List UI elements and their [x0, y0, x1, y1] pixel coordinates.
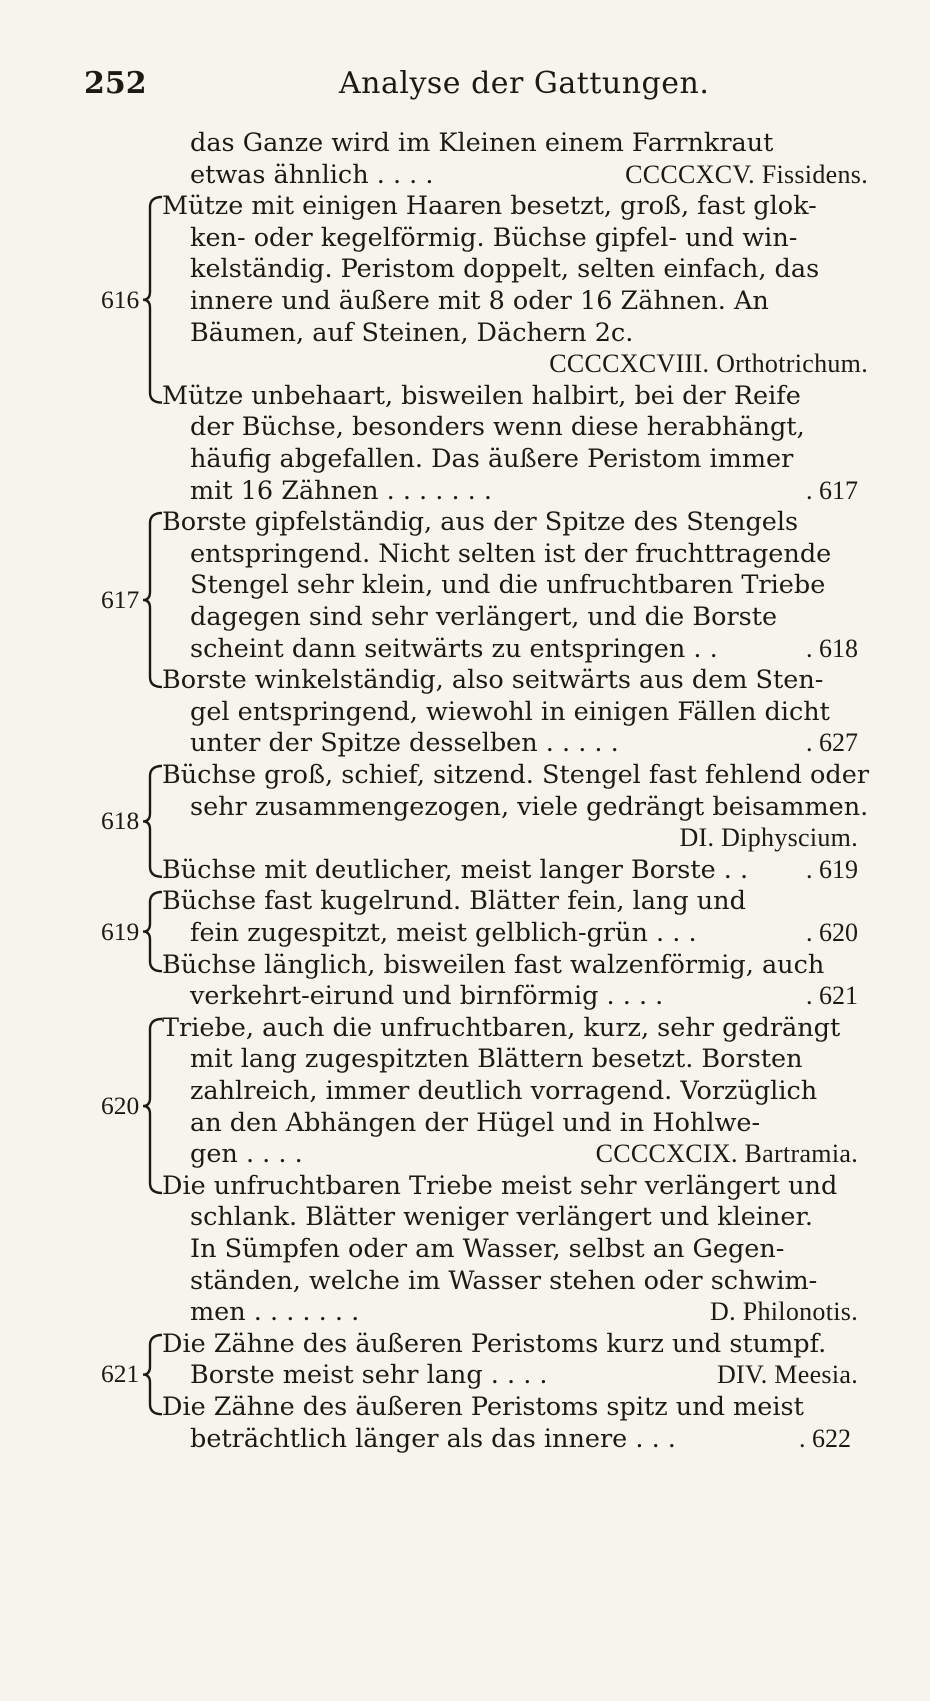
- line-text: kelständig. Peristom doppelt, selten einfach, das: [190, 254, 820, 285]
- genus-name: CCCCXCIX. Bartramia.: [595, 1139, 858, 1169]
- genus-name: CCCCXCVIII. Orthotrichum.: [549, 349, 868, 379]
- couplet-number: 620: [101, 1090, 140, 1120]
- line-text: beträchtlich länger als das innere . . .: [190, 1423, 676, 1454]
- line-text: sehr zusammengezogen, viele gedrängt beisammen.: [190, 791, 869, 822]
- couplet-brace: [142, 195, 166, 405]
- text-line: [0, 853, 870, 887]
- couplet-brace: [142, 1017, 166, 1195]
- line-text: Büchse groß, schief, sitzend. Stengel fast fehlend oder: [162, 760, 870, 790]
- lead-reference: . 621: [806, 981, 858, 1011]
- text-line: [0, 347, 870, 381]
- text-line: [0, 695, 870, 729]
- line-text: ständen, welche im Wasser stehen oder schwim-: [190, 1265, 818, 1296]
- text-line: [0, 1200, 870, 1234]
- genus-name: D. Philonotis.: [710, 1297, 858, 1327]
- text-line: [0, 979, 870, 1013]
- line-text: etwas ähnlich . . . .: [190, 159, 434, 190]
- couplet-number: 618: [101, 806, 140, 836]
- text-line: [0, 252, 870, 286]
- couplet-brace: [142, 1333, 166, 1416]
- line-text: Borste winkelständig, also seitwärts aus dem Sten-: [162, 665, 824, 696]
- line-text: Mütze unbehaart, bisweilen halbirt, bei der Reife: [162, 380, 801, 411]
- text-line: [0, 189, 870, 223]
- line-text: mit 16 Zähnen . . . . . . .: [190, 475, 493, 506]
- line-text: das Ganze wird im Kleinen einem Farrnkraut: [190, 128, 774, 158]
- text-line: [0, 505, 870, 539]
- line-text: an den Abhängen der Hügel und in Hohlwe-: [190, 1107, 761, 1138]
- text-line: [0, 1011, 870, 1045]
- text-line: [0, 316, 870, 350]
- text-line: [0, 884, 870, 918]
- line-text: Die Zähne des äußeren Peristoms kurz und stumpf.: [162, 1328, 827, 1359]
- text-line: [0, 442, 870, 476]
- line-text: In Sümpfen oder am Wasser, selbst an Gegen-: [190, 1234, 785, 1264]
- text-line: [0, 126, 870, 160]
- line-text: zahlreich, immer deutlich vorragend. Vorzüglich: [190, 1076, 818, 1106]
- line-text: Triebe, auch die unfruchtbaren, kurz, sehr gedrängt: [162, 1012, 841, 1043]
- line-text: Bäumen, auf Steinen, Dächern 2c.: [190, 317, 634, 348]
- line-text: schlank. Blätter weniger verlängert und kleiner.: [190, 1202, 813, 1233]
- lead-reference: . 620: [806, 918, 858, 947]
- genus-name: DI. Diphyscium.: [679, 823, 858, 853]
- text-line: [0, 1422, 870, 1456]
- lead-reference: . 622: [799, 1423, 851, 1453]
- text-line: [0, 410, 870, 444]
- couplet-brace: [142, 764, 166, 879]
- line-text: häufig abgefallen. Das äußere Peristom immer: [190, 444, 794, 474]
- couplet-number: 619: [101, 917, 140, 946]
- line-text: mit lang zugespitzten Blättern besetzt. Borsten: [190, 1044, 803, 1075]
- line-text: Die unfruchtbaren Triebe meist sehr verlängert und: [162, 1170, 838, 1201]
- text-line: [0, 1295, 870, 1329]
- lead-reference: . 619: [806, 854, 858, 884]
- line-text: verkehrt-eirund und birnförmig . . . .: [190, 981, 664, 1012]
- couplet-brace: [142, 890, 166, 973]
- line-text: der Büchse, besonders wenn diese herabhängt,: [190, 412, 805, 443]
- text-line: [0, 1327, 870, 1361]
- line-text: Büchse fast kugelrund. Blätter fein, lang und: [162, 886, 746, 917]
- line-text: innere und äußere mit 8 oder 16 Zähnen. An: [190, 286, 769, 316]
- lead-reference: . 618: [806, 633, 858, 663]
- text-line: [0, 1390, 870, 1424]
- line-text: Mütze mit einigen Haaren besetzt, groß, fast glok-: [162, 191, 817, 222]
- line-text: Büchse mit deutlicher, meist langer Borste . .: [162, 854, 749, 885]
- text-line: [0, 948, 870, 982]
- couplet-brace: [142, 511, 166, 689]
- text-line: [0, 758, 870, 792]
- line-text: gen . . . .: [190, 1139, 303, 1170]
- text-line: [0, 1264, 870, 1298]
- line-text: dagegen sind sehr verlängert, und die Borste: [190, 602, 778, 632]
- text-line: [0, 537, 870, 571]
- couplet-number: 617: [101, 585, 140, 615]
- line-text: Büchse länglich, bisweilen fast walzenförmig, auch: [162, 949, 825, 980]
- text-line: [0, 1137, 870, 1171]
- text-line: [0, 726, 870, 760]
- line-text: gel entspringend, wiewohl in einigen Fällen dicht: [190, 696, 830, 727]
- text-line: [0, 221, 870, 255]
- line-text: Die Zähne des äußeren Peristoms spitz und meist: [162, 1392, 804, 1422]
- genus-name: DIV. Meesia.: [716, 1360, 858, 1390]
- line-text: unter der Spitze desselben . . . . .: [190, 728, 619, 759]
- text-line: [0, 1042, 870, 1076]
- line-text: Stengel sehr klein, und die unfruchtbaren Triebe: [190, 570, 826, 601]
- couplet-number: 616: [101, 285, 140, 314]
- page-number: 252: [84, 66, 147, 101]
- lead-reference: . 617: [806, 475, 858, 505]
- line-text: scheint dann seitwärts zu entspringen . .: [190, 633, 718, 664]
- text-line: [0, 1232, 870, 1266]
- text-line: [0, 379, 870, 413]
- text-line: [0, 663, 870, 697]
- text-line: [0, 158, 870, 192]
- line-text: entspringend. Nicht selten ist der fruchttragende: [190, 538, 832, 569]
- running-head: Analyse der Gattungen.: [339, 66, 710, 101]
- text-line: [0, 1169, 870, 1203]
- text-line: [0, 474, 870, 508]
- line-text: fein zugespitzt, meist gelblich-grün . . .: [190, 918, 697, 948]
- couplet-number: 621: [101, 1359, 140, 1389]
- text-line: [0, 632, 870, 666]
- line-text: Borste meist sehr lang . . . .: [190, 1360, 548, 1391]
- lead-reference: . 627: [806, 728, 858, 758]
- line-text: men . . . . . . .: [190, 1297, 360, 1328]
- genus-name: CCCCXCV. Fissidens.: [625, 159, 868, 189]
- line-text: Borste gipfelständig, aus der Spitze des Stengels: [162, 507, 799, 538]
- line-text: ken- oder kegelförmig. Büchse gipfel- und win-: [190, 222, 798, 253]
